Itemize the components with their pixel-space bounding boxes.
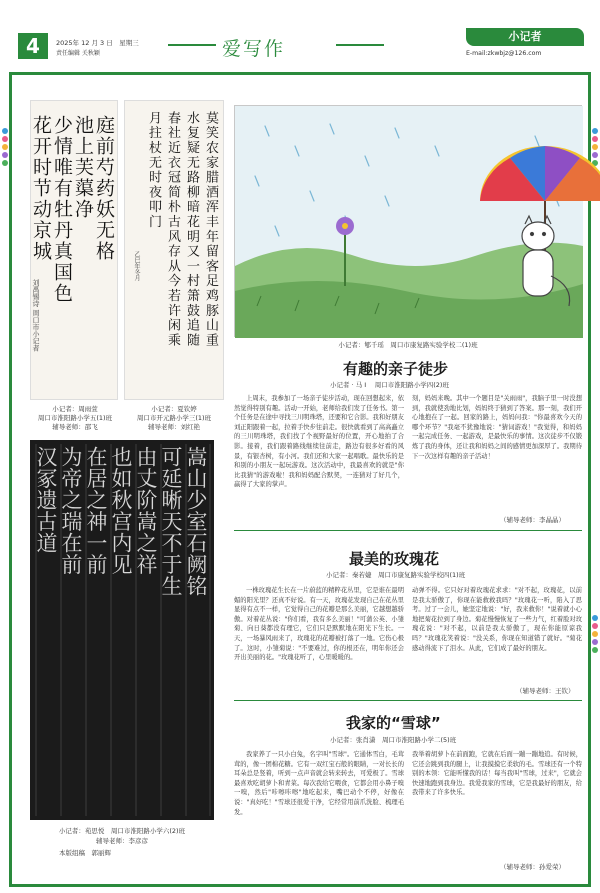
article-body-right: 我举着胡萝卜在前面跑，它就在后面一蹦一蹦地追。有时候，它还会跳到我的腿上，让我摸摸它柔软的毛。雪球还有一个特别的本领：它能听懂我的话！每当我叫"雪球，过来"，它就会快速地跑到我身边。我爱我家的雪球，它是我最好的朋友，给我带来了许多快乐。: [412, 751, 583, 797]
article-byline: 小记者 · 马 I 周口市淮阳路小学四(2)班: [330, 381, 449, 389]
dot: [2, 144, 8, 150]
calligraphy-column: 春社近衣冠简朴古风存从今若许闲乘: [165, 111, 180, 348]
article-title: 最美的玫瑰花: [349, 550, 440, 568]
calligraphy-column: 水复疑无路柳暗花明又一村箫鼓追随: [184, 111, 199, 348]
rubbing-column: 汉冢遗古道: [34, 446, 58, 554]
calligraphy-column: 莫笑农家腊酒浑丰年留客足鸡豚山重: [203, 111, 218, 348]
dot: [592, 128, 598, 134]
brand-logo: 小记者: [466, 28, 584, 46]
dot: [592, 623, 598, 629]
article-title: 我家的“雪球”: [346, 714, 441, 732]
rubbing-column: 在居之神一前: [84, 446, 108, 575]
dot: [592, 639, 598, 645]
editor-line: 责任编辑 关秋颖: [56, 50, 100, 57]
dot-strip-right-lower: [592, 615, 598, 655]
article-title: 有趣的亲子徒步: [343, 360, 449, 378]
article-byline: 小记者：秦若婕 周口市康复路实验学校四(1)班: [326, 571, 466, 579]
dot: [592, 136, 598, 142]
dot: [2, 128, 8, 134]
dot: [592, 615, 598, 621]
dot: [592, 144, 598, 150]
calligraphy-column: 少情唯有牡丹真国色: [51, 115, 73, 304]
calligraphy-inscription: 乙巳年冬月: [133, 251, 140, 281]
calligraphy-work-1: [30, 100, 118, 400]
calligraphy-work-2: [124, 100, 224, 400]
page-number: 4: [18, 33, 48, 59]
rubbing-column: 由丈阶嵩之祥: [134, 446, 158, 575]
calligraphy-column: 池上芙蕖净: [72, 115, 94, 220]
article-teacher: （辅导老师：孙爱荣）: [500, 863, 565, 871]
article-body-right: 刻，妈妈来晚。其中一个题目是"关雨雨"，我脑子里一时没想到，我就使劲地比划，妈妈终于猜到了答案。那一刻，我们开心地抱在了一起。回家的路上，妈妈问我："你最喜欢今天的哪个环节？"我毫不犹豫地说："猜词游戏！"我觉得，和妈妈一起完成任务、一起游戏，是最快乐的事情。这次徒步不仅锻炼了我的身体，还让我和妈妈之间的感情更加深厚了。我期待下一次这样有趣的亲子活动！: [412, 395, 583, 460]
rubbing-column: 可延晰天不于生: [159, 446, 183, 597]
dot: [592, 152, 598, 158]
section-title: 爱写作: [222, 38, 286, 60]
date-line: 2025年 12 月 3 日 星期三: [56, 39, 139, 47]
caption-school: 周口市淮阳路小学五(1)班: [37, 414, 113, 422]
rubbing-column: 也如秋宫内见: [109, 446, 133, 575]
painting-illustration: [235, 106, 583, 338]
calligraphy-column: 月拄杖无时夜叩门: [146, 111, 161, 230]
divider: [234, 530, 582, 531]
section-bar-left: [168, 44, 216, 46]
article-body-left: 上周末，我参加了一场亲子徒步活动，现在回想起来，依然觉得特别有趣。活动一开始，老师给我们发了任务书。第一个任务是在途中寻找三川明珠塔，还要和它合影。我和好朋友刘正阳跟着一起，拉着手快步往前走。很快就看到了高高矗立的三川明珠塔，我们找了个视野最好的位置，开心地拍了合影。接着，我们跟着路线继续往前走，路边有很多好看的风景，有银杏树，有小河。我们还和大家一起唱歌。最快乐的是和别的小朋友一起玩游戏。这次活动中，我最喜欢的就是"你比我猜"的游戏啦！我和妈妈配合默契，一连猜对了好几个，赢得了大家的掌声。: [234, 395, 405, 489]
article-teacher: （辅导老师：李晶晶）: [500, 516, 565, 524]
children-painting: [234, 105, 582, 337]
section-bar-right: [336, 44, 384, 46]
caption-author: 小记者：周雨萱: [52, 405, 98, 413]
caption-teacher: 辅导老师：邵飞: [52, 423, 98, 431]
article-teacher: （辅导老师：王钦）: [516, 687, 575, 695]
rubbing-column: 为帝之瑞在前: [59, 446, 83, 575]
calligraphy-column: 庭前芍药妖无格: [93, 115, 115, 262]
calligraphy-column: 花开时节动京城: [30, 115, 52, 262]
article-body-left: 我家养了一只小白兔，名字叫"雪球"。它通体雪白，毛茸茸的，像一团棉花糖。它有一双红宝石般的眼睛，一对长长的耳朵总是竖着，听到一点声音就会转来转去，可爱极了。雪球最喜欢吃胡萝卜和青菜。每次我给它喂食，它都会用小鼻子嗅一嗅，然后"咔嚓咔嚓"地吃起来，嘴巴动个不停，好像在说："真好吃！"雪球还很爱干净，它经常用前爪洗脸、梳理毛发。: [234, 751, 405, 816]
dot: [2, 136, 8, 142]
layout-credit: 本版组稿 郭丽辉: [59, 849, 111, 857]
rubbing-column: 嵩山少室石阙铭: [184, 446, 208, 597]
calligraphy-inscription: 刘禹锡诗 周口市小记者: [32, 279, 40, 352]
dot-strip-left: [2, 128, 8, 168]
calligraphy-rubbing: [30, 440, 214, 820]
article-body-right: 动弹不得。它只好对着玫瑰花求求："对不起，玫瑰花，以前是我太骄傲了，你现在能救救我吗？"玫瑰花一听，陷入了思考。过了一会儿，她坚定地说："好，我来救你！"说着就小心地把菊花拉到了身边。菊花慢慢恢复了一些力气，红着脸对玫瑰花说："对不起，以前是我太骄傲了，现在你能原谅我吗？"玫瑰花笑着说："没关系，你现在知道错了就好。"菊花感动得流下了泪水。从此，它们成了最好的朋友。: [412, 587, 583, 652]
divider: [234, 700, 582, 701]
email-line: E-mail:zkwbjz@126.com: [466, 50, 542, 57]
caption-school: 周口市开元路小学三(1)班: [136, 414, 212, 422]
painting-caption: 小记者：郇千瑶 周口市康复路实验学校二(1)班: [338, 341, 478, 349]
article-byline: 小记者：张肖潇 周口市淮阳路小学二(5)班: [330, 736, 457, 744]
caption-author: 小记者：苑思悦 周口市淮阳路小学六(2)班: [58, 827, 186, 835]
article-body-left: 一株玫瑰花生长在一片蔚蓝的精粹花丛里，它是谁在最明媚的阳光里？还真不好说。有一天，玫瑰花发现自己在花丛里显得有点不一样，它觉得自己的花瓣是那么美丽，它越想越骄傲。对着花丛说："你们看，我有多么美丽！"可蒲公英、小雏菊、向日葵都没有理它，它们只是默默地在阳光下生长。一天，一场暴风雨来了，玫瑰花的花瓣被打落了一地。它伤心极了。这时，小雏菊说："不要难过，你的根还在，明年你还会开出美丽的花。"玫瑰花听了，心里暖暖的。: [234, 587, 405, 662]
dot: [2, 152, 8, 158]
caption-teacher: 辅导老师：刘红艳: [148, 423, 200, 431]
dot: [592, 631, 598, 637]
caption-author: 小记者：夏钦婷: [151, 405, 197, 413]
caption-teacher: 辅导老师：李彦彦: [96, 837, 148, 845]
page-header: [0, 0, 600, 64]
dot: [592, 647, 598, 653]
dot: [2, 160, 8, 166]
dot-strip-right: [592, 128, 598, 168]
